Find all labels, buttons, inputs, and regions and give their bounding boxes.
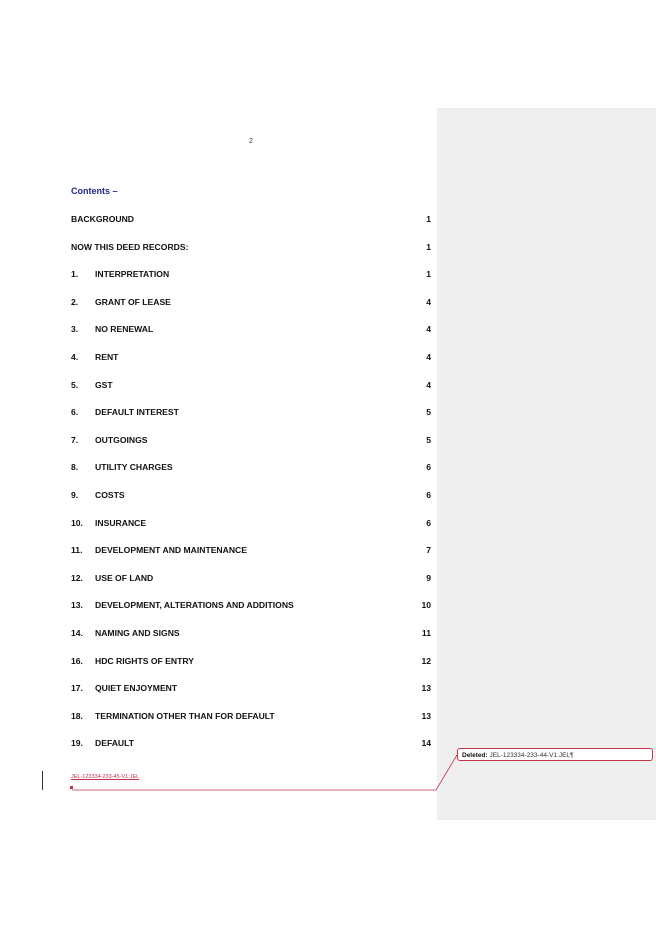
toc-entry-number: 3.: [71, 324, 79, 335]
toc-entry-number: 13.: [71, 600, 83, 611]
toc-entry-number: 2.: [71, 296, 79, 307]
toc-entry-page: 13: [421, 683, 431, 694]
toc-entry-title: DEVELOPMENT AND MAINTENANCE: [95, 545, 247, 556]
toc-entry-title: UTILITY CHARGES: [95, 462, 173, 473]
toc-entry-page: 14: [421, 738, 431, 749]
toc-entry-title: DEFAULT INTEREST: [95, 407, 179, 418]
toc-entry-title: GRANT OF LEASE: [95, 296, 171, 307]
toc-entry-title: RENT: [95, 351, 119, 362]
toc-entry-title: BACKGROUND: [71, 214, 135, 224]
toc-entry-page: 11: [421, 627, 431, 638]
revision-text: JEL-123334-233-44-V1:JEL¶: [489, 752, 574, 759]
toc-entry-title: DEVELOPMENT, ALTERATIONS AND ADDITIONS: [95, 600, 294, 611]
toc-entry-page: 13: [421, 710, 431, 721]
toc-entry-number: 6.: [71, 407, 79, 418]
toc-entry-number: 10.: [71, 517, 83, 528]
toc-entry-title: DEFAULT: [95, 738, 134, 749]
toc-entry-title: USE OF LAND: [95, 572, 154, 583]
toc-entry-page: 4: [426, 379, 431, 390]
footer-document-id: JEL-123334-233-45-V1:JEL: [71, 774, 140, 780]
toc-entry-page: 1: [426, 269, 431, 280]
toc-entry-title: NOW THIS DEED RECORDS:: [71, 241, 189, 252]
toc-entry-number: 18.: [71, 710, 83, 721]
toc-entry-number: 9.: [71, 489, 79, 500]
toc-entry-page: 7: [426, 545, 431, 556]
toc-entry-page: 4: [426, 324, 431, 335]
toc-entry-title: GST: [95, 379, 113, 390]
toc-entry-title: NO RENEWAL: [95, 324, 154, 335]
toc-entry-title: HDC RIGHTS OF ENTRY: [95, 655, 194, 666]
toc-entry-number: 14.: [71, 627, 83, 638]
toc-entry-number: 4.: [71, 351, 79, 362]
toc-entry-number: 8.: [71, 462, 79, 473]
toc-entry-number: 11.: [71, 545, 83, 556]
toc-entry-number: 1.: [71, 269, 79, 280]
toc-entry-page: 1: [426, 214, 431, 224]
toc-entry-title: INTERPRETATION: [95, 269, 170, 280]
toc-entry-page: 10: [421, 600, 431, 611]
toc-entry-page: 12: [421, 655, 431, 666]
toc-entry-number: 12.: [71, 572, 83, 583]
toc-entry-title: NAMING AND SIGNS: [95, 627, 180, 638]
toc-entry-title: COSTS: [95, 489, 125, 500]
toc-entry-page: 5: [426, 407, 431, 418]
toc-entry-page: 1: [426, 241, 431, 252]
toc-entry-number: 5.: [71, 379, 79, 390]
toc-entry-number: 16.: [71, 655, 83, 666]
page-number: 2: [249, 138, 253, 145]
toc-entry-title: INSURANCE: [95, 517, 147, 528]
toc-entry-page: 4: [426, 351, 431, 362]
toc-entry-page: 6: [426, 517, 431, 528]
toc-entry-page: 6: [426, 489, 431, 500]
toc-entry-number: 17.: [71, 683, 83, 694]
contents-heading: Contents –: [71, 186, 118, 196]
toc-entry-page: 6: [426, 462, 431, 473]
toc-entry-number: 7.: [71, 434, 79, 445]
toc-entry-page: 9: [426, 572, 431, 583]
toc-entry-page: 4: [426, 296, 431, 307]
toc-entry-title: OUTGOINGS: [95, 434, 148, 445]
toc-entry-page: 5: [426, 434, 431, 445]
deleted-revision-balloon[interactable]: [457, 748, 653, 761]
revision-label: Deleted:: [462, 752, 488, 759]
toc-entry-title: TERMINATION OTHER THAN FOR DEFAULT: [95, 710, 275, 721]
toc-entry-number: 19.: [71, 738, 83, 749]
toc-entry-title: QUIET ENJOYMENT: [95, 683, 178, 694]
